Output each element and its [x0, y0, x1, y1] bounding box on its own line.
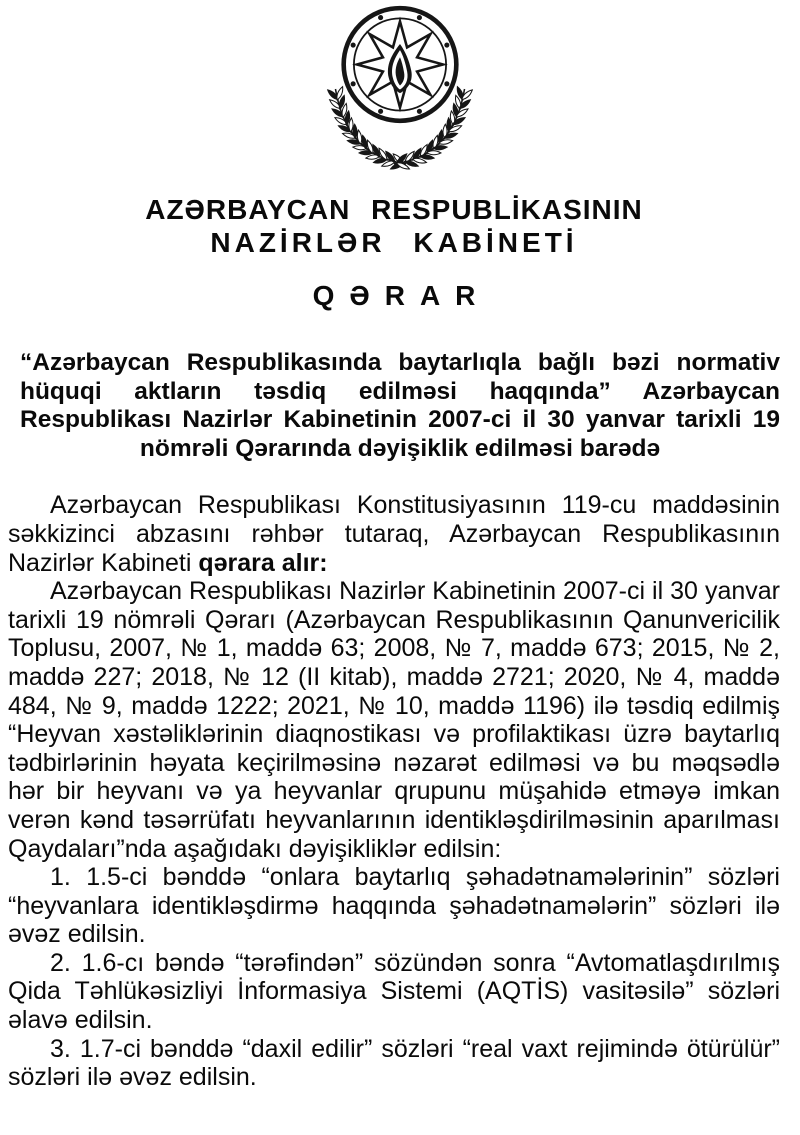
- org-name-line2: NAZİRLƏR KABİNETİ: [210, 227, 578, 258]
- paragraph-item-1: 1. 1.5-ci bənddə “onlara baytarlıq şəhadətnamələrinin” sözləri “heyvanlara identikləşdirmə haqqında şəhadətnamələrin” sözləri ilə əvəz edilsin.: [8, 863, 780, 949]
- document-body: [8, 491, 780, 1091]
- paragraph-item-3: 3. 1.7-ci bənddə “daxil edilir” sözləri “real vaxt rejimində ötürülür” sözləri ilə əvəz edilsin.: [8, 1034, 780, 1092]
- coat-of-arms-icon: [318, 3, 482, 173]
- emblem-container: [8, 3, 780, 173]
- document-subject: “Azərbaycan Respublikasında baytarlıqla bağlı bəzi normativ hüquqi aktların təsdiq edilməsi haqqında” Azərbaycan Respublikası Nazirlər Kabinetinin 2007-ci il 30 yanvar tarixli 19 nömrəli Qərarında dəyişiklik edilməsi barədə: [20, 349, 780, 462]
- preamble-resolution-phrase: qərara alır:: [198, 548, 328, 577]
- preamble-text: Azərbaycan Respublikası Konstitusiyasının 119-cu maddəsinin səkkizinci abzasını rəhbər tutaraq, Azərbaycan Respublikasının Nazirlər Kabineti: [8, 491, 780, 577]
- paragraph-item-2: 2. 1.6-cı bəndə “tərəfindən” sözündən sonra “Avtomatlaşdırılmış Qida Təhlükəsizliyi İnformasiya Sistemi (AQTİS) vasitəsilə” sözləri əlavə edilsin.: [8, 948, 780, 1035]
- document-type-title: QƏRAR: [312, 280, 491, 311]
- paragraph-preamble: [8, 491, 780, 577]
- paragraph-amendment-intro: Azərbaycan Respublikası Nazirlər Kabinetinin 2007-ci il 30 yanvar tarixli 19 nömrəli Qərarı (Azərbaycan Respublikasının Qanunvericilik Toplusu, 2007, № 1, maddə 63; 2008, № 7, maddə 673; 2015, № 2, maddə 227; 2018, № 12 (II kitab), maddə 2721; 2020, № 4, maddə 484, № 9, maddə 1222; 2021, № 10, maddə 1196) ilə təsdiq edilmiş “Heyvan xəstəliklərinin diaqnostikası və profilaktikası üzrə baytarlıq tədbirlərinin həyata keçirilməsinə nəzarət edilməsi və bu məqsədlə hər bir heyvanı və ya heyvanlar qrupunu müşahidə etməyə imkan verən kənd təsərrüfatı heyvanlarının identikləşdirilməsinin aparılması Qaydaları”nda aşağıdakı dəyişikliklər edilsin:: [8, 577, 780, 863]
- org-name-line1: AZƏRBAYCAN RESPUBLİKASININ: [145, 194, 643, 225]
